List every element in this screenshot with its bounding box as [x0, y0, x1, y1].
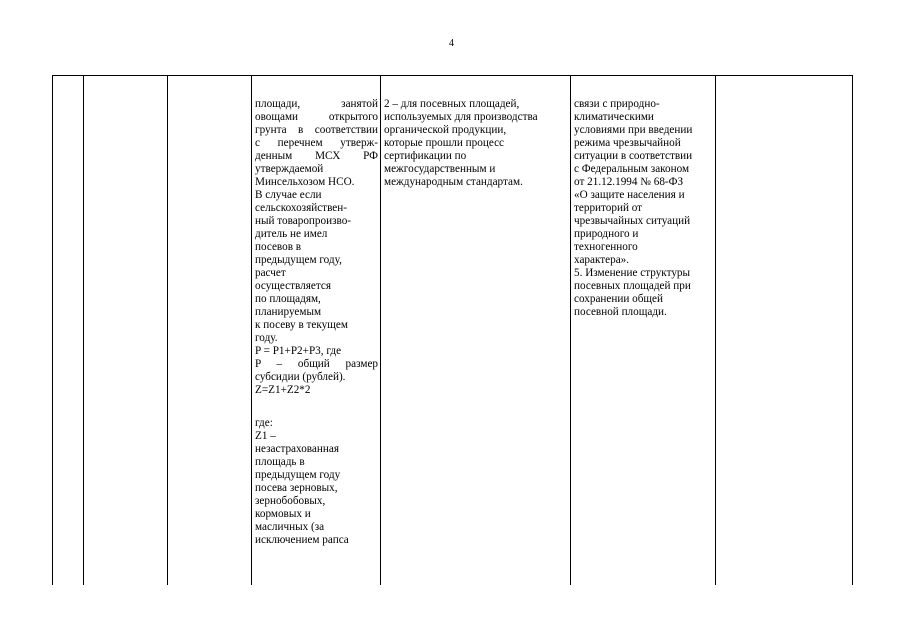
- text-line: международным стандартам.: [384, 176, 523, 188]
- text-line: с перечнем утверж-: [255, 137, 378, 149]
- text-line: 2 – для посевных площадей,: [384, 98, 520, 110]
- column-divider: [83, 75, 84, 585]
- text-line: посевной площади.: [574, 306, 667, 318]
- column-divider: [167, 75, 168, 585]
- text-line: где:: [255, 417, 273, 429]
- text-line: используемых для производства: [384, 111, 538, 123]
- page-number: 4: [449, 38, 454, 49]
- text-line: Z1 –: [255, 430, 276, 442]
- text-line: «О защите населения и: [574, 189, 685, 201]
- text-line: утверждаемой: [255, 163, 324, 175]
- text-line: посева зерновых,: [255, 482, 338, 494]
- coefficient-text: [384, 98, 564, 189]
- text-line: посевных площадей при: [574, 280, 691, 292]
- text-line: кормовых и: [255, 508, 311, 520]
- text-line: по площадям,: [255, 293, 321, 305]
- text-line: овощами открытого: [255, 111, 378, 123]
- text-line: которые прошли процесс: [384, 137, 505, 149]
- text-line: с Федеральным законом: [574, 163, 690, 175]
- table-top-border: [52, 75, 852, 76]
- text-line: сертификации по: [384, 150, 467, 162]
- text-line: зернобобовых,: [255, 495, 326, 507]
- text-line: предыдущем году,: [255, 254, 342, 266]
- text-line: техногенного: [574, 241, 638, 253]
- text-line: сельскохозяйствен-: [255, 202, 347, 214]
- calculation-definitions: [255, 417, 378, 547]
- text-line: связи с природно-: [574, 98, 660, 110]
- text-line: к посеву в текущем: [255, 319, 348, 331]
- text-line: незастрахованная: [255, 443, 339, 455]
- text-line: планируемым: [255, 306, 322, 318]
- text-line: ный товаропроизво-: [255, 215, 352, 227]
- text-line: органической продукции,: [384, 124, 507, 136]
- text-line: условиями при введении: [574, 124, 693, 136]
- text-line: от 21.12.1994 № 68-ФЗ: [574, 176, 684, 188]
- column-divider: [715, 75, 716, 585]
- text-line: территорий от: [574, 202, 643, 214]
- text-line: исключением рапса: [255, 534, 349, 546]
- text-line: посевов в: [255, 241, 302, 253]
- text-line: межгосударственным и: [384, 163, 496, 175]
- text-line: денным МСХ РФ: [255, 150, 378, 162]
- text-line: режима чрезвычайной: [574, 137, 681, 149]
- conditions-text: [574, 98, 712, 319]
- text-line: ситуации в соответствии: [574, 150, 693, 162]
- column-divider: [380, 75, 381, 585]
- text-line: Минсельхозом НСО.: [255, 176, 355, 188]
- text-line: характера».: [574, 254, 630, 266]
- text-line: предыдущем году: [255, 469, 341, 481]
- text-line: площади, занятой: [255, 98, 378, 110]
- text-line: площадь в: [255, 456, 305, 468]
- text-line: природного и: [574, 228, 639, 240]
- text-line: масличных (за: [255, 521, 325, 533]
- text-line: осуществляется: [255, 280, 331, 292]
- text-line: P – общий размер: [255, 358, 378, 370]
- column-divider: [570, 75, 571, 585]
- text-line: субсидии (рублей).: [255, 371, 346, 383]
- column-divider: [52, 75, 53, 585]
- text-line: Z=Z1+Z2*2: [255, 384, 311, 396]
- text-line: дитель не имел: [255, 228, 328, 240]
- column-divider: [251, 75, 252, 585]
- text-line: климатическими: [574, 111, 654, 123]
- text-line: сохранении общей: [574, 293, 663, 305]
- text-line: году.: [255, 332, 278, 344]
- text-line: расчет: [255, 267, 286, 279]
- column-divider: [852, 75, 853, 585]
- text-line: В случае если: [255, 189, 322, 201]
- calculation-text: [255, 98, 378, 397]
- cell-conditions: [574, 85, 712, 332]
- cell-calculation-method: [255, 85, 378, 560]
- text-line: грунта в соответствии: [255, 124, 378, 136]
- text-line: чрезвычайных ситуаций: [574, 215, 691, 227]
- text-line: P = P1+P2+P3, где: [255, 345, 342, 357]
- text-line: 5. Изменение структуры: [574, 267, 691, 279]
- cell-coefficient-description: [384, 85, 564, 202]
